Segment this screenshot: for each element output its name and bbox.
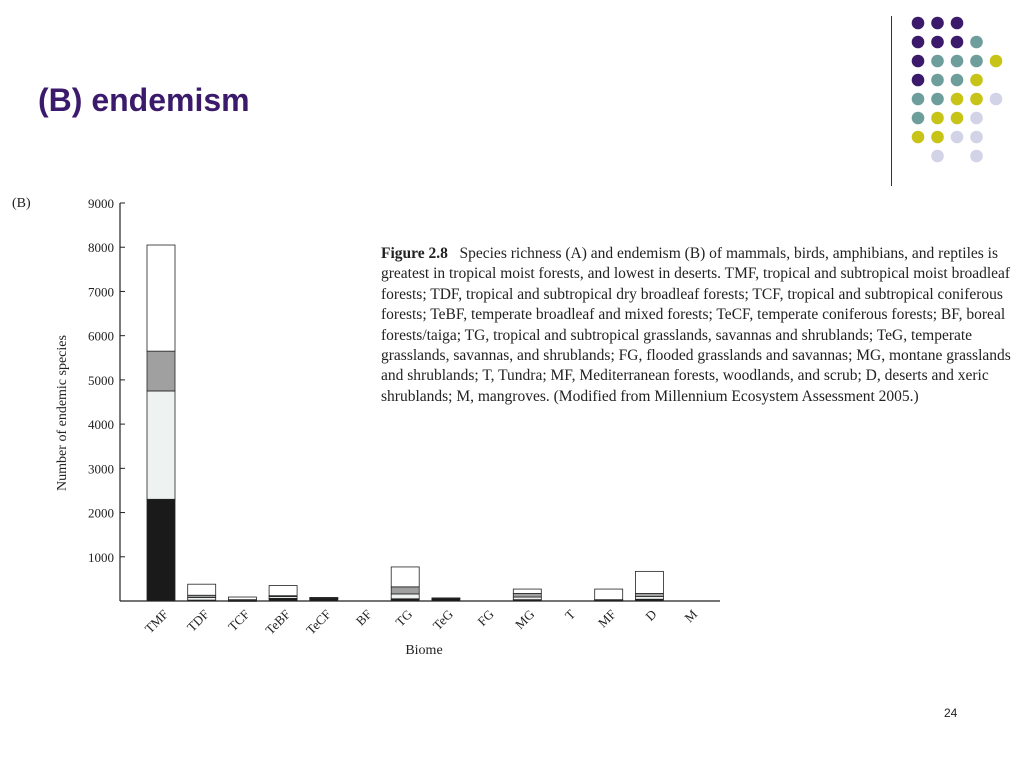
decorative-dot-purple — [931, 17, 944, 30]
decorative-dot-purple — [931, 36, 944, 49]
decorative-dot-purple — [951, 36, 964, 49]
decorative-dot-lavender — [970, 112, 983, 125]
y-tick-label: 5000 — [88, 372, 114, 388]
decorative-dot-yellow — [970, 93, 983, 106]
x-tick-label-tg: TG — [392, 606, 416, 630]
decorative-dot-teal — [912, 112, 925, 125]
decorative-dot-teal — [951, 74, 964, 87]
x-tick-label-tmf: TMF — [141, 606, 172, 637]
decorative-dot-purple — [912, 55, 925, 68]
x-tick-label-bf: BF — [352, 606, 375, 629]
decorative-dot-purple — [912, 74, 925, 87]
y-tick-label: 7000 — [88, 284, 114, 300]
x-tick-label-d: D — [642, 606, 660, 624]
y-axis-label: Number of endemic species — [55, 335, 70, 491]
bar-segment-white-teg — [432, 598, 460, 599]
decorative-dot-yellow — [931, 112, 944, 125]
bar-segment-light-tmf — [147, 391, 175, 499]
decorative-dot-teal — [970, 36, 983, 49]
x-tick-label-m: M — [681, 606, 701, 626]
y-tick-label: 8000 — [88, 240, 114, 256]
decorative-dot-lavender — [931, 150, 944, 163]
panel-label: (B) — [12, 196, 31, 211]
y-tick-label: 3000 — [88, 461, 114, 477]
bar-segment-white-mf — [595, 589, 623, 600]
x-axis-ticks — [142, 606, 701, 637]
x-tick-label-teg: TeG — [429, 606, 457, 633]
bar-segment-gray-tg — [391, 587, 419, 594]
x-tick-label-mg: MG — [511, 606, 538, 632]
decorative-dot-lavender — [970, 131, 983, 144]
slide-title: (B) endemism — [38, 82, 250, 118]
x-tick-label-tecf: TeCF — [303, 606, 334, 638]
decorative-dot-yellow — [970, 74, 983, 87]
decorative-dot-teal — [951, 55, 964, 68]
decorative-dot-teal — [912, 93, 925, 106]
decorative-dot-yellow — [951, 93, 964, 106]
decorative-dot-purple — [951, 17, 964, 30]
bar-segment-light-tg — [391, 594, 419, 599]
bar-segment-white-tmf — [147, 245, 175, 351]
x-tick-label-mf: MF — [594, 606, 619, 631]
x-tick-label-fg: FG — [474, 606, 497, 629]
decorative-dot-teal — [931, 93, 944, 106]
bar-segment-white-mg — [513, 589, 541, 593]
bar-segment-gray-d — [635, 593, 663, 596]
bar-segment-white-tdf — [188, 584, 216, 595]
x-tick-label-t: T — [561, 606, 579, 623]
decorative-dot-yellow — [931, 131, 944, 144]
figure-caption-label: Figure 2.8 — [381, 245, 448, 262]
decorative-dot-yellow — [912, 131, 925, 144]
decorative-dot-purple — [912, 36, 925, 49]
decorative-dot-teal — [970, 55, 983, 68]
bar-segment-white-tg — [391, 567, 419, 587]
x-tick-label-tdf: TDF — [183, 606, 212, 635]
decorative-dot-purple — [912, 17, 925, 30]
x-axis-label: Biome — [405, 643, 443, 658]
bar-segment-gray-tmf — [147, 351, 175, 391]
bar-segment-dark-tmf — [147, 499, 175, 601]
bar-segment-white-tcf — [228, 597, 256, 600]
decorative-dot-yellow — [951, 112, 964, 125]
y-tick-label: 2000 — [88, 505, 114, 521]
x-tick-label-tcf: TCF — [225, 606, 253, 634]
y-tick-label: 6000 — [88, 328, 114, 344]
bar-segment-white-tebf — [269, 586, 297, 596]
y-tick-label: 9000 — [88, 196, 114, 211]
decorative-dot-teal — [931, 74, 944, 87]
figure-caption-text: Species richness (A) and endemism (B) of mammals, birds, amphibians, and reptiles is greatest in tropical moist forests, and lowest in deserts. TMF, tropical and subtropical moist broadleaf forests; TDF, tropical and subtropical dry broadleaf forests; TCF, tropical and subtropical coniferous forests; TeBF, temperate broadleaf and mixed forests; TeCF, temperate coniferous forests; BF, boreal forests/taiga; TG, tropical and subtropical grasslands, savannas and shrublands; TeG, temperate grasslands, savannas, and shrublands; FG, flooded grasslands and savannas; MG, montane grasslands and shrublands; T, Tundra; MF, Mediterranean forests, woodlands, and scrub; D, deserts and xeric shrublands; M, mangroves. (Modified from Millennium Ecosystem Assessment 2005.) — [381, 245, 1011, 405]
x-tick-label-tebf: TeBF — [262, 606, 294, 638]
bar-segment-white-tecf — [310, 597, 338, 598]
title-divider-line — [891, 16, 892, 186]
decorative-dot-lavender — [990, 93, 1003, 106]
y-tick-label: 4000 — [88, 417, 114, 433]
y-tick-label: 1000 — [88, 549, 114, 565]
decorative-dot-teal — [931, 55, 944, 68]
slide-number: 24 — [944, 706, 958, 720]
bar-segment-gray-mg — [513, 593, 541, 597]
decorative-dot-yellow — [990, 55, 1003, 68]
bar-segment-white-d — [635, 571, 663, 593]
figure-caption — [381, 244, 1013, 407]
decorative-dot-lavender — [970, 150, 983, 163]
decorative-dot-lavender — [951, 131, 964, 144]
